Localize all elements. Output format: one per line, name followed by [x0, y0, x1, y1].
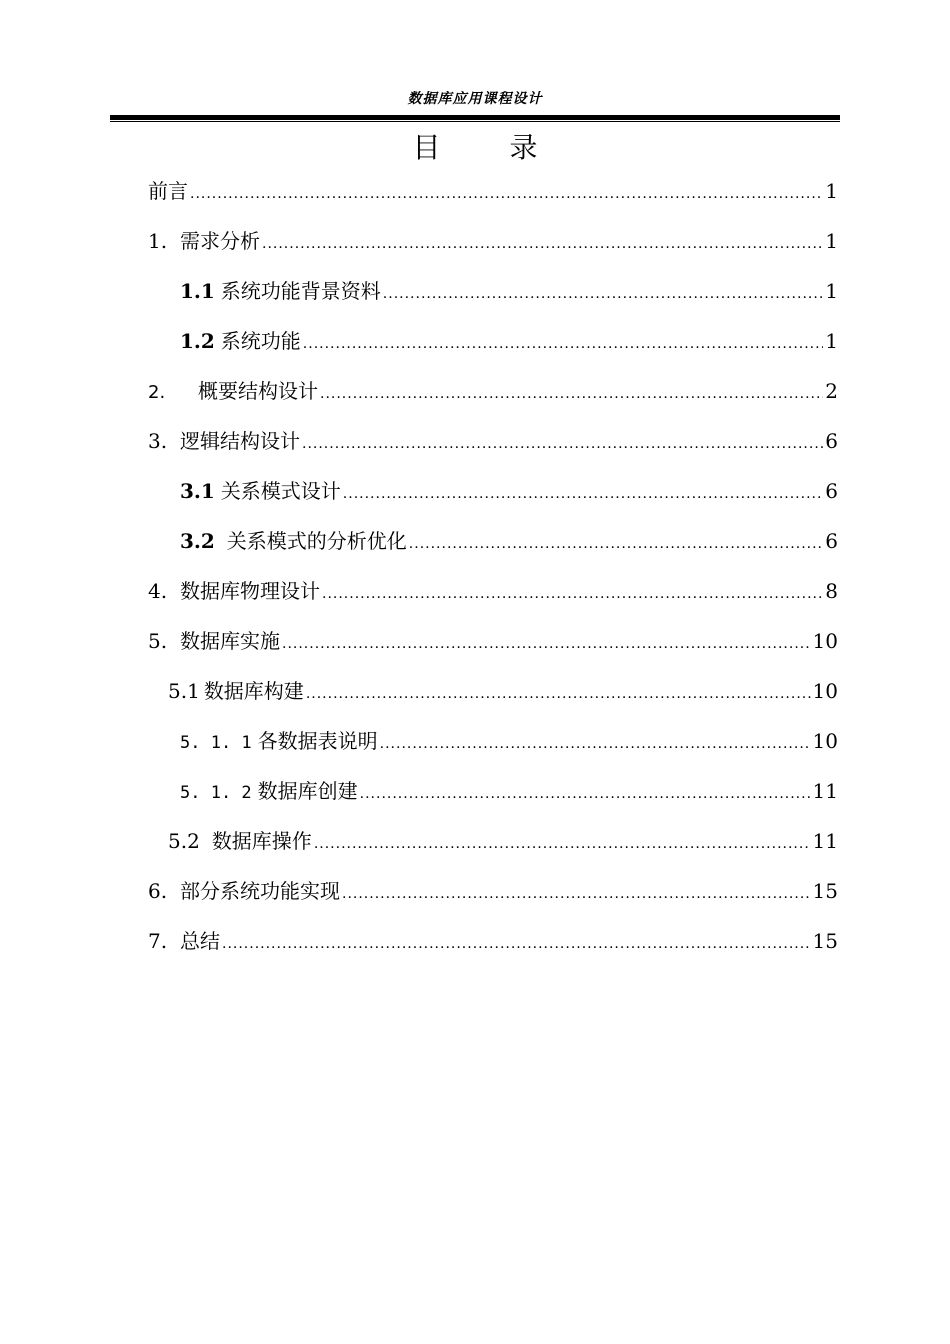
toc-entry-1[interactable]: [148, 226, 838, 256]
toc-entry-2[interactable]: [148, 376, 838, 406]
toc-entry-page: 10: [812, 629, 838, 653]
toc-entry-page: 1: [825, 179, 838, 203]
toc-entry-text: 前言: [148, 179, 188, 203]
toc-leader-dots: [322, 579, 823, 609]
toc-entry-text: 概要结构设计: [198, 379, 318, 403]
toc-entry-page: 6: [825, 429, 838, 453]
toc-leader-dots: [306, 679, 811, 709]
toc-entry-5-1-2[interactable]: [180, 776, 838, 806]
toc-entry-text: 需求分析: [180, 229, 260, 253]
toc-entry-1-2[interactable]: [180, 326, 838, 356]
toc-leader-dots: [314, 829, 811, 859]
toc-entry-number: 5. 1. 2: [180, 783, 252, 803]
toc-entry-page: 15: [812, 879, 838, 903]
toc-title: 目 录: [412, 131, 568, 164]
toc-leader-dots: [342, 879, 811, 909]
toc-entry-page: 1: [825, 329, 838, 353]
toc-entry-5-1-1[interactable]: [180, 726, 838, 756]
toc-leader-dots: [302, 429, 823, 459]
toc-entry-1-1[interactable]: [180, 276, 838, 306]
toc-entry-page: 11: [812, 779, 838, 803]
toc-entry-page: 10: [812, 729, 838, 753]
toc-leader-dots: [262, 229, 823, 259]
toc-entry-text: 各数据表说明: [257, 729, 378, 753]
toc-entry-5-1[interactable]: [168, 676, 838, 706]
toc-leader-dots: [383, 279, 823, 309]
toc-entry-text: 数据库实施: [180, 629, 280, 653]
toc-entry-number: 5.1: [168, 679, 200, 703]
toc-leader-dots: [343, 479, 823, 509]
toc-entry-text: 关系模式的分析优化: [226, 529, 407, 553]
toc-entry-text: 数据库构建: [203, 679, 304, 703]
toc-entry-number: 3.2: [180, 529, 215, 553]
toc-entry-number: 3.1: [180, 479, 215, 503]
header-rule-thin: [110, 121, 840, 122]
toc-entry-page: 11: [812, 829, 838, 853]
toc-entry-number: 1.2: [180, 329, 215, 353]
header-rule-thick: [110, 115, 840, 120]
toc-entry-number: 5. 1. 1: [180, 733, 252, 753]
toc-entry-number: 7.: [148, 929, 168, 953]
toc-entry-number: 1.: [148, 229, 168, 253]
toc-entry-page: 6: [825, 529, 838, 553]
toc-entry-3-2[interactable]: [180, 526, 838, 556]
toc-leader-dots: [222, 929, 811, 959]
toc-entry-text: 数据库创建: [257, 779, 358, 803]
toc-entry-text: 关系模式设计: [220, 479, 341, 503]
toc-entry-number: 5.: [148, 629, 168, 653]
toc-entry-7[interactable]: [148, 926, 838, 956]
toc-entry-3[interactable]: [148, 426, 838, 456]
toc-leader-dots: [409, 529, 823, 559]
toc-entry-page: 2: [825, 379, 838, 403]
toc-entry-3-1[interactable]: [180, 476, 838, 506]
toc-entry-text: 数据库操作: [211, 829, 312, 853]
toc-entry-text: 部分系统功能实现: [180, 879, 340, 903]
toc-entry-page: 1: [825, 229, 838, 253]
toc-entry-number: 2.: [148, 382, 166, 403]
toc-entry-page: 1: [825, 279, 838, 303]
toc-leader-dots: [380, 729, 811, 759]
toc-entry-page: 10: [812, 679, 838, 703]
toc-leader-dots: [190, 179, 823, 209]
toc-entry-page: 15: [812, 929, 838, 953]
toc-leader-dots: [282, 629, 811, 659]
toc-entry-page: 6: [825, 479, 838, 503]
toc-entry-number: 5.2: [168, 829, 200, 853]
toc-entry-number: 6.: [148, 879, 168, 903]
toc-entry-5[interactable]: [148, 626, 838, 656]
toc-entry-text: 数据库物理设计: [180, 579, 320, 603]
toc-entry-text: 系统功能背景资料: [220, 279, 381, 303]
running-header: 数据库应用课程设计: [407, 91, 543, 107]
toc-entry-6[interactable]: [148, 876, 838, 906]
toc-entry-number: 1.1: [180, 279, 215, 303]
toc-leader-dots: [303, 329, 823, 359]
toc-leader-dots: [360, 779, 811, 809]
toc-entry-preface[interactable]: [148, 176, 838, 206]
toc-entry-4[interactable]: [148, 576, 838, 606]
toc-entry-text: 总结: [180, 929, 220, 953]
toc-entry-number: 4.: [148, 579, 168, 603]
toc-entry-number: 3.: [148, 429, 168, 453]
toc-entry-text: 系统功能: [220, 329, 301, 353]
toc-entry-5-2[interactable]: [168, 826, 838, 856]
toc-entry-text: 逻辑结构设计: [180, 429, 300, 453]
toc-entry-page: 8: [825, 579, 838, 603]
toc-leader-dots: [320, 379, 823, 409]
